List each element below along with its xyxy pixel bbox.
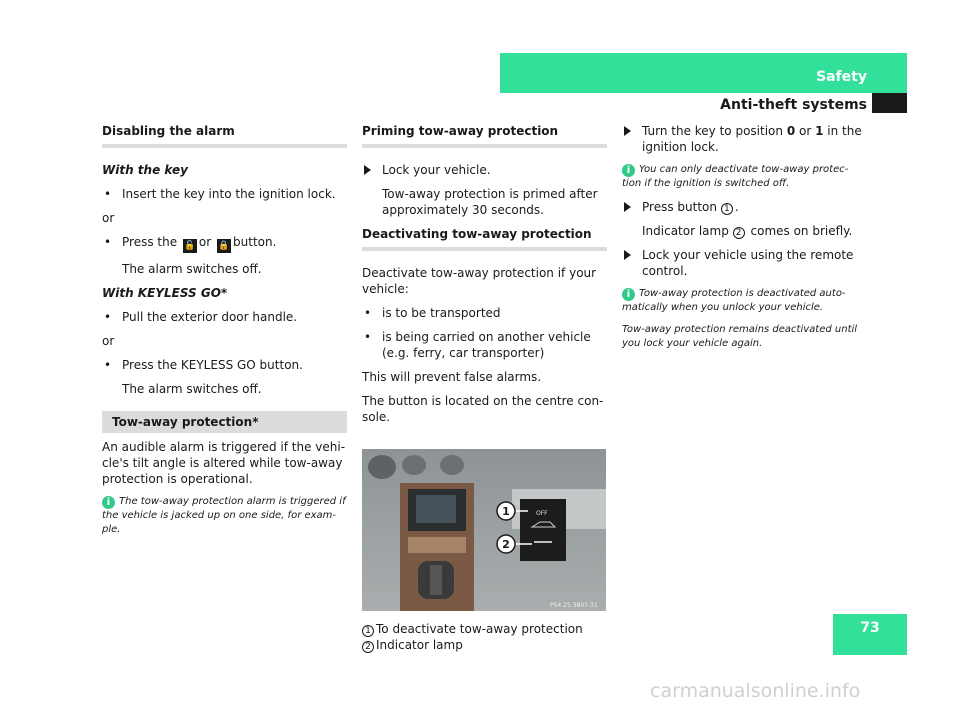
result-text: Tow-away protection is primed after approximately 30 seconds. [382,187,598,217]
heading-deactivating: Deactivating tow-away protection [362,226,607,251]
heading-disabling-alarm: Disabling the alarm [102,123,347,148]
result-text: The alarm switches off. [122,262,262,276]
caption-1: 1 To deactivate tow-away protection [362,621,607,637]
heading-priming: Priming tow-away protection [362,123,607,148]
arrow-icon [624,202,631,212]
list-item: • is to be transported [364,306,501,320]
page-number: 73 [860,620,880,636]
indicator-lamp [534,541,552,543]
result-text: Indicator lamp 2 comes on briefly. [642,224,853,238]
step-item: Turn the key to position 0 or 1 in the ignition lock. [622,123,867,155]
photo-code: P54.25.3807-31 [550,602,598,609]
list-item: • Press the KEYLESS GO button. [104,358,303,372]
info-icon: i [102,496,115,509]
heading-tow-away: Tow-away protection* [102,411,347,433]
step-item: Lock your vehicle using the remote control. [622,247,867,279]
off-label: OFF [536,510,548,517]
note-text: Tow-away protection remains deactivated until you lock your vehicle again. [622,324,858,349]
list-item: • is being carried on another vehicle (e.g. ferry, car transporter) [364,330,591,360]
info-note: i Tow-away protection is deactivated auto-matically when you unlock your vehicle. [622,288,846,313]
watermark: carmanualsonline.info [650,680,861,702]
callout-2: 2 [502,538,510,551]
tow-away-description: An audible alarm is triggered if the vehi-cle's tilt angle is altered while tow-away protection is operational. [102,440,346,486]
subheading-with-key: With the key [102,163,188,177]
section-title: Safety [816,69,867,85]
info-note: i You can only deactivate tow-away protec-tion if the ignition is switched off. [622,164,849,189]
column-3 [622,123,867,359]
column-2 [362,123,607,653]
info-note: i The tow-away protection alarm is triggered if the vehicle is jacked up on one side, for exam-ple. [102,496,346,535]
or-text: or [102,334,115,348]
location-text: The button is located on the centre con-sole. [362,394,604,424]
callout-1: 1 [502,505,510,518]
subsection-title: Anti-theft systems [720,97,867,113]
step-item: Press button 1 . [622,199,867,215]
info-icon: i [622,164,635,177]
list-item: • Pull the exterior door handle. [104,310,298,324]
subheading-keyless-go: With KEYLESS GO* [102,286,228,300]
list-item: • Insert the key into the ignition lock. [104,187,336,201]
arrow-icon [624,126,631,136]
or-text: or [102,211,115,225]
intro-text: Deactivate tow-away protection if your vehicle: [362,266,597,296]
step-item: Lock your vehicle. [362,162,607,178]
page-number-box [833,614,907,655]
unlock-icon: 🔓 [184,241,196,251]
center-console-photo [362,449,606,611]
prevent-text: This will prevent false alarms. [362,370,542,384]
arrow-icon [624,250,631,260]
lock-icon: 🔒 [218,241,230,251]
list-item: • Press the 🔓 or 🔒 button. [104,235,277,251]
arrow-icon [364,165,371,175]
result-text: The alarm switches off. [122,382,262,396]
column-1 [102,123,347,545]
caption-2: 2 Indicator lamp [362,637,607,653]
info-icon: i [622,288,635,301]
header-marker [872,93,907,113]
